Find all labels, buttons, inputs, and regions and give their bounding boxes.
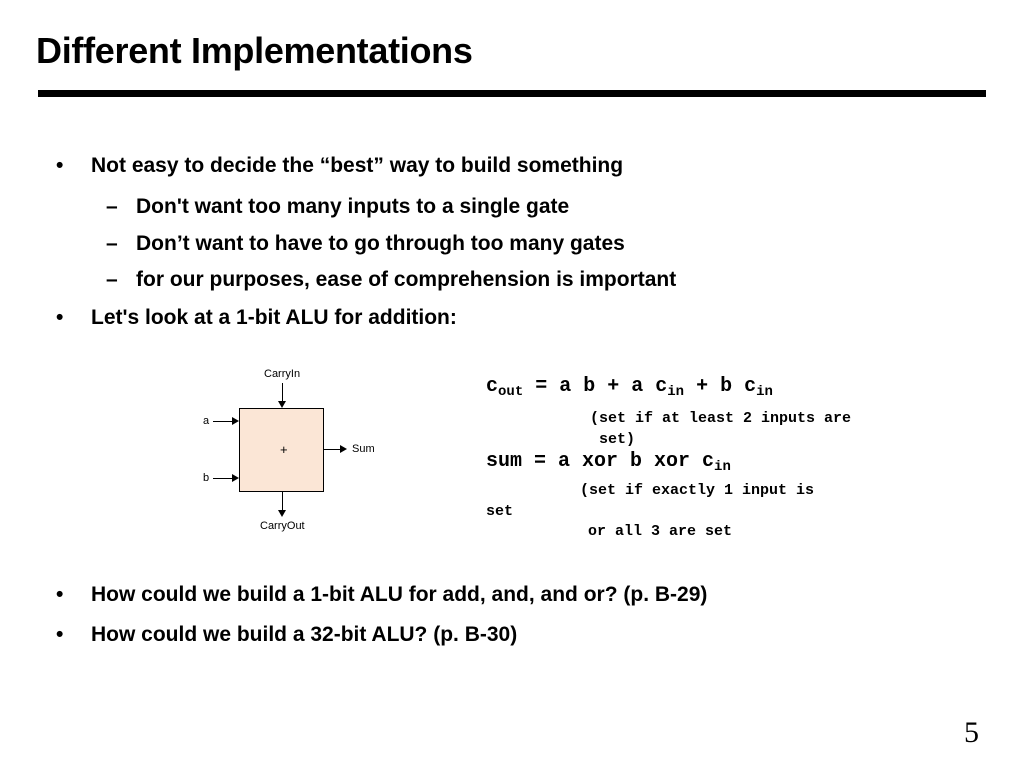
sum-arrow xyxy=(340,445,347,453)
bullet-4 xyxy=(56,623,517,647)
bullet-4-text: How could we build a 32-bit ALU? (p. B-30) xyxy=(91,623,518,646)
cin-subscript: in xyxy=(756,384,773,400)
sum-lhs: sum = a xor b xor c xyxy=(486,450,715,473)
bullet-2 xyxy=(56,306,457,330)
bullet-2-text: Let's look at a 1-bit ALU for addition: xyxy=(91,306,457,329)
input-b-arrow xyxy=(232,474,239,482)
cout-symbol: c xyxy=(486,375,499,398)
cout-rhs-part-2: + b c xyxy=(684,375,757,398)
adder-symbol: + xyxy=(280,442,288,457)
carry-out-label: CarryOut xyxy=(260,520,305,532)
bullet-mark: • xyxy=(56,306,64,329)
sub-bullet-mark: – xyxy=(106,232,118,255)
alu-diagram xyxy=(195,365,395,535)
sum-label: Sum xyxy=(352,443,375,455)
bullet-mark: • xyxy=(56,154,64,177)
bullet-1-text: Not easy to decide the “best” way to build something xyxy=(91,154,624,177)
carry-in-arrow xyxy=(278,401,286,408)
carry-out-arrow xyxy=(278,510,286,517)
sub-bullet-mark: – xyxy=(106,268,118,291)
cin-subscript: in xyxy=(714,459,731,475)
sub-bullet-2-text: Don’t want to have to go through too many gates xyxy=(136,232,625,255)
sum-note-line-3: or all 3 are set xyxy=(588,523,733,540)
cout-note-line-1: (set if at least 2 inputs are xyxy=(590,410,852,427)
sub-bullet-3-text: for our purposes, ease of comprehension is important xyxy=(136,268,677,291)
carry-in-wire xyxy=(282,383,283,401)
cin-subscript: in xyxy=(667,384,685,400)
page-number: 5 xyxy=(964,716,979,749)
carry-out-wire xyxy=(282,492,283,510)
bullet-mark: • xyxy=(56,623,64,646)
alu-box xyxy=(239,408,324,492)
bullet-mark: • xyxy=(56,583,64,606)
bullet-3-text: How could we build a 1-bit ALU for add, and, and or? (p. B-29) xyxy=(91,583,708,606)
bullet-3 xyxy=(56,583,707,607)
sum-wire xyxy=(324,449,340,450)
sum-note-line-2: set xyxy=(486,503,514,520)
sub-bullet-2 xyxy=(106,232,625,256)
sub-bullet-1 xyxy=(106,195,569,219)
slide-title: Different Implementations xyxy=(36,30,473,71)
sub-bullet-1-text: Don't want too many inputs to a single gate xyxy=(136,195,570,218)
input-b-label: b xyxy=(203,472,210,484)
sub-bullet-mark: – xyxy=(106,195,118,218)
input-b-wire xyxy=(213,478,232,479)
input-a-arrow xyxy=(232,417,239,425)
input-a-label: a xyxy=(203,415,210,427)
sum-equation xyxy=(486,450,731,473)
sum-note-line-1: (set if exactly 1 input is xyxy=(580,482,815,499)
cout-note-line-2: set) xyxy=(599,431,636,448)
carry-in-label: CarryIn xyxy=(264,368,301,380)
title-divider xyxy=(38,90,986,97)
cout-equation xyxy=(486,375,773,398)
input-a-wire xyxy=(213,421,232,422)
cout-rhs-part-1: = a b + a c xyxy=(523,375,668,398)
bullet-1 xyxy=(56,154,623,178)
cout-subscript: out xyxy=(498,384,524,400)
sub-bullet-3 xyxy=(106,268,676,292)
